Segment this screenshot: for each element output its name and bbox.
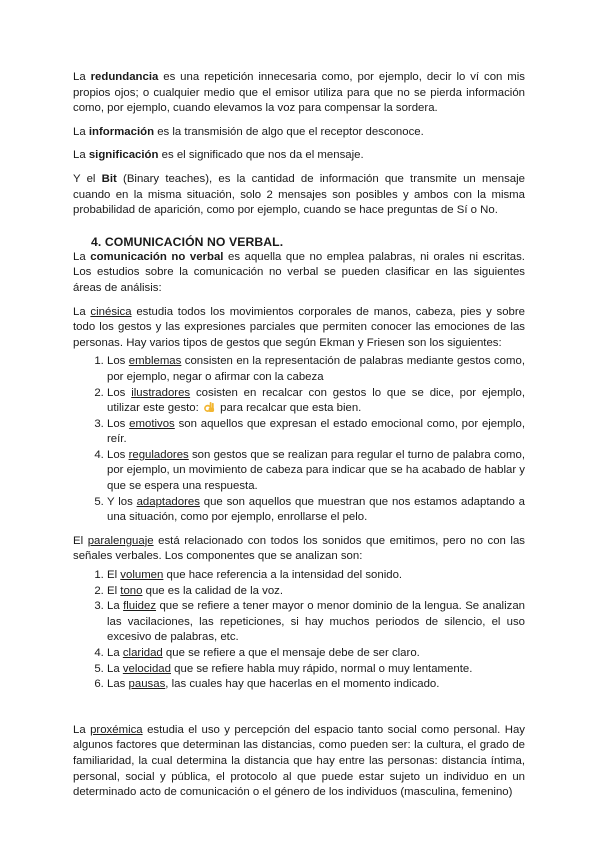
term: pausas: [128, 678, 166, 691]
text: La: [73, 71, 91, 83]
term-proxemica: proxémica: [90, 723, 143, 736]
text: Y el: [73, 172, 102, 185]
list-item: [107, 584, 525, 600]
paragraph-redundancia: [73, 70, 525, 117]
text: La: [73, 723, 91, 736]
list-item: [107, 662, 525, 678]
term-bit: Bit: [101, 172, 117, 185]
term-informacion: información: [88, 125, 155, 138]
term: claridad: [122, 647, 163, 659]
paragraph-cinesica: [73, 305, 525, 352]
text: El: [107, 584, 121, 597]
text: estudia el uso y percepción del espacio tanto social como personal. Hay algunos factores que determinan las distancias, como pueden ser: la cultura, el grado de familiaridad, la cual determina la distancia que hay entre las personas: distancia íntima, personal, social y pública, el protocolo al que puede estar sujeto un individuo en un determinado acto de comunicación o el género de los individuos (masculina, femenino): [73, 723, 525, 799]
text: La: [107, 662, 123, 675]
paralanguage-list: [73, 568, 525, 693]
text: que son aquellos que muestran que nos estamos adaptando a una situación, como por ejemplo, enrollarse el pelo.: [107, 495, 525, 524]
term: emotivos: [129, 417, 175, 430]
list-item: [107, 386, 525, 417]
term: ilustradores: [131, 386, 191, 399]
text: Los: [107, 386, 132, 399]
text: que se refiere a tener mayor o menor dominio de la lengua. Se analizan las vacilaciones, las repeticiones, si hay muchos periodos de silencio, el uso excesivo de palabras, etc.: [107, 600, 525, 644]
list-item: [107, 448, 525, 495]
paragraph-bit: [73, 172, 525, 219]
text: cosisten en recalcar con gestos lo que se dice, por ejemplo, utilizar este gesto:: [107, 386, 525, 415]
text: es la transmisión de algo que el receptor desconoce.: [154, 125, 424, 138]
list-item: [107, 354, 525, 385]
term: volumen: [120, 569, 164, 582]
list-item: [107, 568, 525, 584]
term-significacion: significación: [88, 149, 159, 162]
spacer: [73, 693, 525, 723]
text: La: [107, 600, 124, 613]
text: está relacionado con todos los sonidos que emitimos, pero no con las señales verbales. Los componentes que se analizan son:: [73, 534, 525, 563]
text: que se refiere habla muy rápido, normal o muy lentamente.: [170, 662, 473, 675]
text: que es la calidad de la voz.: [142, 584, 284, 597]
text: La: [73, 125, 89, 138]
term-comunicacion-no-verbal: comunicación no verbal: [90, 250, 224, 263]
text: es aquella que no emplea palabras, ni orales ni escritas. Los estudios sobre la comunicación no verbal se pueden clasificar en las siguientes áreas de análisis:: [73, 250, 525, 294]
term-redundancia: redundancia: [90, 71, 159, 83]
text: La: [73, 149, 89, 162]
term: reguladores: [128, 448, 189, 461]
list-item: [107, 646, 525, 662]
text: es una repetición innecesaria como, por ejemplo, decir lo ví con mis propios ojos; o cualquier medio que el emisor utiliza para que no se pierda información como, por ejemplo, cuando elevamos la voz para compensar la sordera.: [73, 71, 525, 115]
gesture-list: [73, 354, 525, 526]
paragraph-definition: [73, 250, 525, 297]
text: estudia todos los movimientos corporales de manos, cabeza, pies y sobre todo los gestos y las expresiones parciales que permiten conocer las emociones de las personas. Hay varios tipos de gestos que según Ekman y Friesen son los siguientes:: [73, 305, 525, 349]
text: (Binary teaches), es la cantidad de información que transmite un mensaje cuando en la misma situación, solo 2 mensajes son posibles y ambos con la misma probabilidad de aparición, como por ejemplo, cuando se hace preguntas de Sí o No.: [73, 172, 525, 217]
text: La: [73, 305, 91, 318]
term-cinesica: cinésica: [90, 305, 132, 318]
text: consisten en la representación de palabras mediante gestos como, por ejemplo, negar o afirmar con la cabeza: [107, 355, 525, 383]
term: emblemas: [128, 355, 182, 368]
ok-hand-icon: [204, 401, 215, 413]
term-paralenguaje: paralenguaje: [87, 534, 154, 547]
text: Los: [107, 355, 129, 368]
list-item: [107, 677, 525, 693]
text: son aquellos que expresan el estado emocional como, por ejemplo, reír.: [107, 417, 525, 446]
list-item: [107, 495, 525, 526]
text: que hace referencia a la intensidad del sonido.: [163, 569, 403, 582]
text: , las cuales hay que hacerlas en el momento indicado.: [165, 678, 440, 691]
list-item: [107, 417, 525, 448]
paragraph-paralenguaje: [73, 534, 525, 565]
text: que se refiere a que el mensaje debe de ser claro.: [162, 647, 420, 659]
section-heading: 4. COMUNICACIÓN NO VERBAL.: [91, 234, 284, 249]
text: La: [107, 647, 123, 659]
text: son gestos que se realizan para regular el turno de palabra como, por ejemplo, un movimiento de cabeza para indicar que se ha acabado de hablar y que se espera una respuesta.: [107, 448, 525, 493]
text: es el significado que nos da el mensaje.: [158, 149, 364, 162]
paragraph-informacion: [73, 125, 525, 141]
text: Y los: [107, 495, 137, 508]
term: tono: [120, 584, 143, 597]
document-page: [73, 70, 525, 801]
text: Los: [107, 417, 130, 430]
term: velocidad: [122, 662, 171, 675]
text: Los: [107, 448, 129, 461]
paragraph-proxemica: [73, 723, 525, 801]
text: El: [107, 569, 121, 582]
list-item: [107, 599, 525, 646]
term: fluidez: [123, 600, 157, 613]
text: para recalcar que esta bien.: [216, 402, 362, 415]
text: El: [73, 534, 88, 547]
text: La: [73, 250, 91, 263]
term: adaptadores: [136, 495, 200, 508]
text: Las: [107, 678, 129, 691]
paragraph-significacion: [73, 148, 525, 164]
